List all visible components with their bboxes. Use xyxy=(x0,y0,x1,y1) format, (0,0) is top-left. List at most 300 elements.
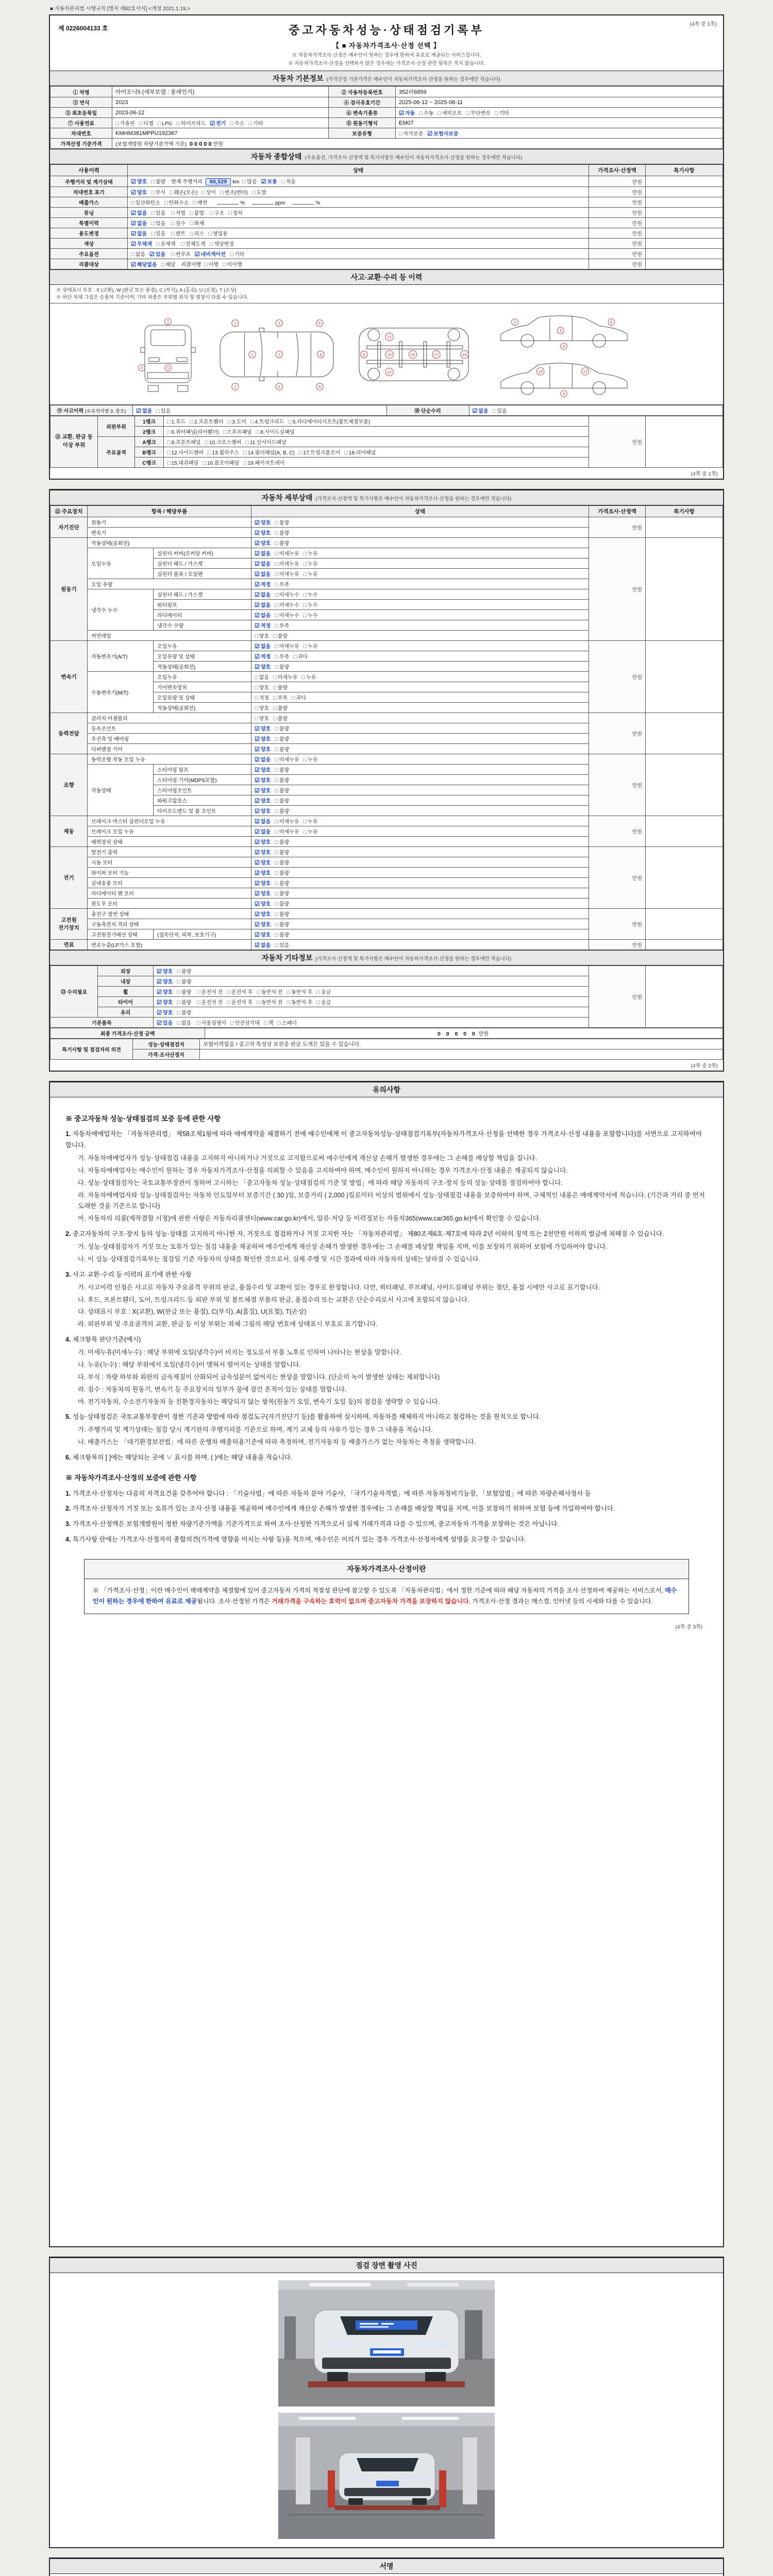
checkbox-option[interactable]: □ 장치 xyxy=(228,210,243,216)
checkbox-option[interactable]: □ 1.후드 xyxy=(167,418,186,425)
checkbox-option[interactable]: □ 없음 xyxy=(177,1020,192,1026)
device-cell: 고전원 전기장치 xyxy=(51,908,88,939)
detail-row xyxy=(51,517,723,527)
checkbox-option[interactable]: □ 운전석 후 xyxy=(227,989,253,995)
checkbox-option[interactable]: □ 있음 xyxy=(151,231,166,237)
checkbox-option[interactable]: □ 없음 xyxy=(255,674,269,681)
svg-text:6: 6 xyxy=(610,319,613,325)
checkbox-option[interactable]: □ 누유 xyxy=(303,756,318,763)
checkbox-option[interactable]: □ 전체도색 xyxy=(181,241,206,247)
checkbox-option[interactable]: ☑ 있음 xyxy=(149,251,166,258)
checkbox-option[interactable]: □ 누유 xyxy=(303,643,318,650)
device-cell: 제동 xyxy=(51,816,88,846)
part-cell: 오일유량 및 상태 xyxy=(154,651,251,661)
checkbox-option[interactable]: □ 수동 xyxy=(419,110,434,116)
checkbox-option[interactable]: □ 불량 xyxy=(177,978,192,985)
checkbox-option[interactable]: □ 있음 xyxy=(156,408,171,414)
checkbox-option[interactable]: ☑ 없음 xyxy=(255,602,271,608)
checkbox-icon: □ xyxy=(203,460,206,466)
checkbox-option[interactable]: ☑ 적정 xyxy=(255,581,271,588)
notice-subitem: 나. 후드, 프론트휀더, 도어, 트렁크리드 등 외판 부위 및 볼트체결 부품의 판금, 용접수리 또는 교환은 단순수리로서 사고에 포함되지 않습니다. xyxy=(78,1296,469,1303)
checkbox-option[interactable]: □ 적음 xyxy=(281,179,296,185)
checkbox-option[interactable]: □ 변조(변타) xyxy=(220,190,248,196)
checkbox-option[interactable]: ☑ 양호 xyxy=(255,808,271,815)
checkbox-option[interactable]: □ 응급 xyxy=(316,989,331,995)
checkbox-option[interactable]: □ 불량 xyxy=(275,519,290,526)
checkbox-option[interactable]: □ 자가보증 xyxy=(399,131,424,137)
checkbox-option[interactable]: □ 리스 xyxy=(190,231,205,237)
checkbox-option[interactable]: □ 동반석 전 xyxy=(257,989,283,995)
checkbox-option[interactable]: □ 과다 xyxy=(293,653,308,660)
checkbox-icon: □ xyxy=(399,131,402,137)
checkbox-option[interactable]: □ 불량 xyxy=(275,787,290,794)
checkbox-icon: □ xyxy=(242,179,246,185)
rank-parts-cell xyxy=(164,416,589,426)
checkbox-option[interactable]: ☑ 양호 xyxy=(255,736,271,742)
checkbox-icon: □ xyxy=(201,190,205,196)
checkbox-option[interactable]: □ 양호 xyxy=(255,705,269,711)
checkbox-icon: □ xyxy=(275,921,278,928)
checkbox-option[interactable]: □ LPG xyxy=(157,121,173,127)
checkbox-option[interactable]: □ 불량 xyxy=(177,999,192,1006)
checkbox-option[interactable]: ☑ 양호 xyxy=(255,849,271,856)
checkbox-option[interactable]: □ 매연 xyxy=(193,200,208,206)
checkbox-option[interactable]: □ 15.대쉬패널 xyxy=(167,460,199,466)
overall-header-row: 사용이력 상태 가격조사·산정액 특기사항 xyxy=(51,165,723,176)
checkbox-option[interactable]: □ 14.필러패널(A, B, C) xyxy=(243,449,295,456)
checkbox-option[interactable]: □ 동반석 후 xyxy=(287,989,313,995)
checkbox-icon: □ xyxy=(344,449,348,456)
checkbox-option[interactable]: □ 과다 xyxy=(291,694,306,701)
checkbox-option[interactable]: □ 운전석 전 xyxy=(197,989,223,995)
checkbox-option[interactable]: □ 동반석 후 xyxy=(287,999,313,1006)
checkbox-option[interactable]: ☑ 양호 xyxy=(255,530,271,536)
state-cell xyxy=(251,640,589,651)
item-cell: 브레이크 마스터 실린더오일 누유 xyxy=(88,816,251,826)
checkbox-option[interactable]: □ 불량 xyxy=(275,767,290,773)
transmission-checkbox-group xyxy=(396,108,723,118)
checkbox-option[interactable]: ☑ 없음 xyxy=(255,612,271,619)
checkbox-option[interactable]: ☑ 네비게이션 xyxy=(194,251,226,258)
item-cell: 브레이크 오일 누유 xyxy=(88,826,251,836)
checkbox-option[interactable]: ☑ 양호 xyxy=(157,968,173,975)
state-cell xyxy=(251,671,589,682)
checkbox-option[interactable]: □ 부식 xyxy=(151,190,166,196)
checkbox-option[interactable]: □ 미세누유 xyxy=(273,674,298,681)
checkbox-option[interactable]: □ 동반석 전 xyxy=(257,999,283,1006)
checkbox-icon: □ xyxy=(291,694,295,701)
checkbox-option[interactable]: □ 7.루프패널 xyxy=(223,429,252,435)
checkbox-option[interactable]: □ 응급 xyxy=(316,999,331,1006)
checkbox-option[interactable]: ☑ 무채색 xyxy=(131,241,152,247)
item-cell: 원동기 xyxy=(88,517,251,527)
notice-subitem: 라. 자동차매매업자와 성능·상태점검자는 자동차 인도일부터 보증기간 ( 30 )일, 보증거리 ( 2,000 )킬로미터 이상의 범위에서 성능·상태점검 내용을 보증하여야 하며, 구체적인 내용은 매매계약서에 적습니다. (기간과 거리 중 먼저 도래한 것을 기준으로 합니다) xyxy=(78,1191,705,1210)
checkbox-option[interactable]: □ 화재 xyxy=(190,221,205,227)
checkbox-icon: □ xyxy=(171,231,175,237)
checkbox-icon: □ xyxy=(227,989,230,995)
checkbox-option[interactable]: □ 일산화탄소 xyxy=(131,200,160,206)
checkbox-option[interactable]: □ 많음 xyxy=(242,179,257,185)
checkbox-option[interactable]: □ 불량 xyxy=(275,664,290,670)
detail-row xyxy=(51,908,723,919)
checkbox-option[interactable]: ☑ 양호 xyxy=(255,870,271,876)
part-cell: 기어변속장치 xyxy=(154,682,251,692)
checkbox-option[interactable]: ☑ 없음 xyxy=(255,756,271,763)
checkbox-option[interactable]: □ 디젤 xyxy=(139,121,154,127)
checkbox-option[interactable]: □ 18.리어패널 xyxy=(344,449,376,456)
checkbox-option[interactable]: ☑ 보통 xyxy=(261,179,277,185)
checkbox-option[interactable]: ☑ 양호 xyxy=(255,664,271,670)
checkbox-option[interactable]: □ 미세누유 xyxy=(275,828,299,835)
checkbox-option[interactable]: □ 불법 xyxy=(190,210,205,216)
checkbox-icon: □ xyxy=(257,999,260,1006)
checkbox-option[interactable]: □ 미세누유 xyxy=(275,756,299,763)
notice-subitem: 다. 상태표시 부호 : X(교환), W(판금 또는 용접), C(부식), A(흠집), U(요철), T(손상) xyxy=(78,1308,307,1316)
detail-note-cell xyxy=(646,816,723,846)
checkbox-option[interactable]: □ 5.라디에이터서포트(볼트체결부품) xyxy=(288,418,371,425)
checkbox-option[interactable]: ☑ 양호 xyxy=(255,931,271,938)
checkbox-option[interactable]: □ 미세누수 xyxy=(275,612,299,619)
checkbox-option[interactable]: □ 양호 xyxy=(255,684,269,691)
checkbox-icon: □ xyxy=(264,1020,267,1026)
notice-subitem: 라. 외판부위 및 주요골격의 교환, 판금 등 이상 부위는 차체 그림의 해당 번호에 상태표시 부호로 표기합니다. xyxy=(78,1320,378,1328)
checkbox-icon: □ xyxy=(273,633,277,639)
detail-note-cell xyxy=(646,939,723,950)
checkbox-option[interactable]: ☑ 양호 xyxy=(157,978,173,985)
checkbox-option[interactable]: □ 불량 xyxy=(275,890,290,897)
checkbox-option[interactable]: □ 불량 xyxy=(275,870,290,876)
notice-subheading: ※ 자동차가격조사·산정의 보증에 관한 사항 xyxy=(65,1473,197,1482)
checkbox-option[interactable]: □ 불량 xyxy=(273,715,288,722)
checkbox-option[interactable]: □ 기타 xyxy=(229,251,244,258)
detail-price-cell: 만원 xyxy=(589,908,646,939)
basics-items-checkbox-group xyxy=(197,1020,301,1026)
checkbox-icon: □ xyxy=(190,231,193,237)
checkbox-icon: □ xyxy=(256,429,260,435)
checkbox-icon: □ xyxy=(177,999,180,1006)
rank-category-cell: 주요골격 xyxy=(98,436,135,467)
checkbox-option[interactable]: □ 누유 xyxy=(303,561,318,567)
svg-text:17: 17 xyxy=(434,352,439,357)
state-cell xyxy=(251,743,589,754)
checkbox-option[interactable]: ☑ 양호 xyxy=(131,179,147,185)
checkbox-option[interactable]: □ 누수 xyxy=(303,591,318,598)
checkbox-option[interactable]: □ 불량 xyxy=(177,1009,192,1016)
checkbox-option[interactable]: □ 안전삼각대 xyxy=(230,1020,260,1026)
inspector-opinion-text: 보험이력없음 / 중고차 특성상 보관중 판금 도색은 있을 수 있습니다. xyxy=(200,1039,723,1049)
pricing-definition-box xyxy=(84,1559,689,1614)
checkbox-option[interactable]: □ 불량 xyxy=(275,901,290,907)
checkbox-option[interactable]: □ 없음 xyxy=(131,251,145,258)
checkbox-option[interactable]: ☑ 없음 xyxy=(255,591,271,598)
checkbox-option[interactable]: □ 있음 xyxy=(492,408,507,414)
state-cell xyxy=(251,805,589,816)
basics-checkbox-group xyxy=(157,1020,195,1026)
checkbox-option[interactable]: ☑ 양호 xyxy=(255,890,271,897)
checkbox-option[interactable]: ☑ 자동 xyxy=(399,110,415,116)
checkbox-option[interactable]: □ 16.플로어패널 xyxy=(203,460,240,466)
checkbox-option[interactable]: □ 기타 xyxy=(494,110,509,116)
checkbox-option[interactable]: ☑ 양호 xyxy=(255,540,271,547)
checkbox-option[interactable]: ☑ 양호 xyxy=(255,921,271,928)
misc-row-glass: 유리 ☑ 양호 □ 불량 xyxy=(51,1007,723,1017)
recall-checkbox-group xyxy=(131,262,180,268)
wheel-checkbox-group xyxy=(157,989,195,995)
checkbox-option[interactable]: □ 양호 xyxy=(255,715,269,722)
checkbox-option[interactable]: □ 9.프론트패널 xyxy=(167,439,201,446)
checkbox-option[interactable]: □ 미세누유 xyxy=(275,571,299,578)
checkbox-option[interactable]: □ 침수 xyxy=(171,221,186,227)
checkbox-option[interactable]: □ 적정 xyxy=(255,694,269,701)
header-note-1: ※ 자동차가격조사·산정은 매수인이 원하는 경우에 한하여 유료로 제공되는 서비스입니다. xyxy=(292,53,481,58)
checkbox-option[interactable]: □ 미세누유 xyxy=(275,643,299,650)
detail-price-cell: 만원 xyxy=(589,517,646,537)
checkbox-option[interactable]: □ 19.패키지트레이 xyxy=(243,460,285,466)
checkbox-option[interactable]: ☑ 보험사보증 xyxy=(427,131,459,137)
checkbox-option[interactable]: □ 하이브리드 xyxy=(176,121,206,127)
checkbox-option[interactable]: □ 있음 xyxy=(275,942,290,948)
checkbox-option[interactable]: ☑ 전기 xyxy=(210,121,226,127)
checkbox-option[interactable]: □ 상이 xyxy=(201,190,216,196)
svg-text:13: 13 xyxy=(583,368,587,374)
checkbox-option[interactable]: □ 11.인사이드패널 xyxy=(245,439,287,446)
checkbox-option[interactable]: □ 13.휠하우스 xyxy=(207,449,240,456)
checkbox-option[interactable]: □ 있음 xyxy=(151,221,166,227)
checkbox-option[interactable]: ☑ 양호 xyxy=(255,901,271,907)
state-cell xyxy=(251,846,589,857)
checkbox-option[interactable]: □ 미세누수 xyxy=(275,602,299,608)
checkbox-option[interactable]: □ 부족 xyxy=(275,622,290,629)
state-cell xyxy=(251,929,589,939)
checkbox-option[interactable]: □ 불량 xyxy=(275,798,290,804)
checkbox-icon: □ xyxy=(227,999,230,1006)
part-cell: (접속단자, 피복, 보호기구) xyxy=(154,929,251,939)
checkbox-option[interactable]: ☑ 없음 xyxy=(255,561,271,567)
checkbox-option[interactable]: □ 미세누유 xyxy=(275,818,299,825)
checkbox-option[interactable]: □ 색상변경 xyxy=(209,241,234,247)
checkbox-option[interactable]: □ 기타 xyxy=(248,121,263,127)
checkbox-icon: □ xyxy=(177,989,180,995)
checkbox-option[interactable]: □ 불량 xyxy=(275,859,290,866)
car-name-value: 아이오닉5 (세부모델 : 롱레인지) xyxy=(112,87,329,97)
checkbox-option[interactable]: ☑ 없음 xyxy=(131,221,147,227)
checkbox-option[interactable]: □ 스패너 xyxy=(277,1020,297,1026)
checkbox-option[interactable]: ☑ 적정 xyxy=(255,653,271,660)
checkbox-option[interactable]: □ 운전석 전 xyxy=(197,999,223,1006)
checkbox-option[interactable]: □ 훼손(오손) xyxy=(170,190,198,196)
state-cell xyxy=(251,537,589,548)
checkbox-option[interactable]: □ 영업용 xyxy=(208,231,228,237)
checkbox-option[interactable]: □ 부족 xyxy=(275,581,290,588)
checkbox-option[interactable]: □ 8.사이드실패널 xyxy=(256,429,295,435)
checkbox-option[interactable]: □ 해당 xyxy=(161,262,176,268)
checkbox-option[interactable]: □ 불량 xyxy=(275,725,290,732)
checkbox-option[interactable]: □ 미세누수 xyxy=(275,591,299,598)
item-cell: 작동상태(공회전) xyxy=(88,537,251,548)
checkbox-icon: ☑ xyxy=(255,591,260,598)
checkbox-option[interactable]: □ 사용설명서 xyxy=(197,1020,227,1026)
checkbox-option[interactable]: □ 불량 xyxy=(151,179,166,185)
checkbox-option[interactable]: ☑ 양호 xyxy=(255,880,271,887)
header-note-2: ※ 자동차가격조사·산정을 선택하지 않은 경우에는 가격조사·산정 관련 항목은 적지 않습니다. xyxy=(288,61,485,66)
checkbox-option[interactable]: ☑ 양호 xyxy=(255,725,271,732)
checkbox-icon: ☑ xyxy=(255,602,260,608)
state-cell xyxy=(251,548,589,558)
checkbox-option[interactable]: □ 12.사이드멤버 xyxy=(167,449,204,456)
checkbox-option[interactable]: □ 4.트렁크리드 xyxy=(250,418,284,425)
item-cell: 오일 유량 xyxy=(88,579,251,589)
part-cell: 실린더 헤드 / 가스켓 xyxy=(154,558,251,568)
checkbox-option[interactable]: □ 세미오토 xyxy=(438,110,462,116)
checkbox-option[interactable]: □ 운전석 후 xyxy=(227,999,253,1006)
checkbox-option[interactable]: ☑ 양호 xyxy=(157,1009,173,1016)
checkbox-option[interactable]: □ 불량 xyxy=(275,911,290,918)
checkbox-option[interactable]: ☑ 양호 xyxy=(255,911,271,918)
checkbox-option[interactable]: ☑ 양호 xyxy=(255,787,271,794)
checkbox-option[interactable]: □ 미세누유 xyxy=(275,561,299,567)
checkbox-icon: □ xyxy=(303,550,307,557)
checkbox-option[interactable]: □ 미이행 xyxy=(222,262,242,268)
checkbox-icon: □ xyxy=(197,1020,200,1026)
checkbox-option[interactable]: □ 불량 xyxy=(275,808,290,815)
checkbox-option[interactable]: ☑ 양호 xyxy=(255,839,271,845)
checkbox-option[interactable]: □ 3.도어 xyxy=(227,418,246,425)
checkbox-option[interactable]: □ 불량 xyxy=(177,968,192,975)
checkbox-option[interactable]: □ 누유 xyxy=(301,674,316,681)
checkbox-option[interactable]: ☑ 없음 xyxy=(136,408,153,414)
checkbox-option[interactable]: □ 2.프론트휀더 xyxy=(190,418,224,425)
checkbox-option[interactable]: □ 양호 xyxy=(255,633,269,639)
checkbox-icon: □ xyxy=(255,694,258,701)
checkbox-option[interactable]: ☑ 적정 xyxy=(255,622,271,629)
checkbox-option[interactable]: □ 썬루프 xyxy=(171,251,191,258)
checkbox-option[interactable]: □ 불량 xyxy=(273,684,288,691)
checkbox-option[interactable]: □ 불량 xyxy=(275,931,290,938)
checkbox-option[interactable]: □ 불량 xyxy=(275,746,290,753)
checkbox-option[interactable]: □ 렌트 xyxy=(171,231,186,237)
checkbox-option[interactable]: ☑ 양호 xyxy=(255,519,271,526)
detail-row xyxy=(51,754,723,764)
checkbox-icon: □ xyxy=(167,460,171,466)
checkbox-option[interactable]: □ 불량 xyxy=(177,989,192,995)
checkbox-option[interactable]: □ 잭 xyxy=(264,1020,274,1026)
checkbox-icon: □ xyxy=(151,231,155,237)
checkbox-icon: ☑ xyxy=(255,756,260,763)
checkbox-option[interactable]: □ 불량 xyxy=(275,777,290,784)
checkbox-icon: ☑ xyxy=(255,870,260,876)
checkbox-option[interactable]: □ 불량 xyxy=(275,736,290,742)
final-price-row: 최종 가격조사·산정 금액 0 0 0 0 0 만원 xyxy=(51,1028,723,1038)
document-number: 제 0226004133 호 xyxy=(58,25,108,32)
car-diagram-side-right xyxy=(486,355,641,400)
checkbox-option[interactable]: □ 부족 xyxy=(275,653,290,660)
checkbox-option[interactable]: □ 누유 xyxy=(303,818,318,825)
checkbox-option[interactable]: □ 무단변속 xyxy=(466,110,491,116)
checkbox-option[interactable]: □ 불량 xyxy=(275,921,290,928)
checkbox-option[interactable]: ☑ 없음 xyxy=(255,571,271,578)
checkbox-option[interactable]: ☑ 양호 xyxy=(255,859,271,866)
checkbox-option[interactable]: ☑ 양호 xyxy=(255,767,271,773)
checkbox-option[interactable]: □ 불량 xyxy=(275,839,290,845)
checkbox-option[interactable]: □ 불량 xyxy=(275,849,290,856)
checkbox-option[interactable]: □ 불량 xyxy=(273,633,288,639)
checkbox-option[interactable]: □ 유채색 xyxy=(156,241,176,247)
checkbox-option[interactable]: □ 불량 xyxy=(275,880,290,887)
checkbox-option[interactable]: □ 적법 xyxy=(171,210,186,216)
checkbox-icon: □ xyxy=(273,674,277,681)
checkbox-option[interactable]: ☑ 해당없음 xyxy=(131,262,157,268)
checkbox-option[interactable]: ☑ 없음 xyxy=(255,818,271,825)
checkbox-option[interactable]: □ 17.트렁크플로어 xyxy=(298,449,341,456)
checkbox-option[interactable]: ☑ 양호 xyxy=(255,777,271,784)
checkbox-option[interactable]: □ 도말 xyxy=(252,190,267,196)
special-type-checkbox-group xyxy=(171,221,208,227)
checkbox-option[interactable]: □ 누유 xyxy=(303,550,318,557)
checkbox-icon: □ xyxy=(222,262,226,268)
checkbox-option[interactable]: □ 6.쿼터패널(리어휀더) xyxy=(167,429,219,435)
checkbox-option[interactable]: □ 미세누유 xyxy=(275,550,299,557)
checkbox-icon: □ xyxy=(492,408,496,414)
checkbox-option[interactable]: ☑ 양호 xyxy=(157,999,173,1006)
checkbox-option[interactable]: □ 누수 xyxy=(303,602,318,608)
rank-name-cell: 2랭크 xyxy=(135,426,164,436)
detail-price-cell: 만원 xyxy=(589,537,646,640)
checkbox-option[interactable]: ☑ 있음 xyxy=(157,1020,173,1026)
checkbox-option[interactable]: ☑ 양호 xyxy=(131,190,147,196)
checkbox-icon: □ xyxy=(167,439,171,446)
checkbox-option[interactable]: ☑ 없음 xyxy=(255,550,271,557)
base-price-value: (보험개발원 차량기준가액 기준) 0 0 0 0 0 만원 xyxy=(112,139,723,149)
final-price-table xyxy=(50,1028,723,1039)
checkbox-option[interactable]: ☑ 양호 xyxy=(157,989,173,995)
checkbox-option[interactable]: ☑ 없음 xyxy=(472,408,489,414)
page-mark-3: (4쪽 중 3쪽) xyxy=(675,1624,702,1630)
checkbox-option[interactable]: ☑ 없음 xyxy=(255,942,271,948)
state-cell xyxy=(251,702,589,713)
checkbox-option[interactable]: ☑ 없음 xyxy=(131,231,147,237)
checkbox-option[interactable]: ☑ 양호 xyxy=(255,746,271,753)
rank-parts-cell xyxy=(164,447,589,457)
detail-note-cell xyxy=(646,908,723,939)
checkbox-option[interactable]: □ 누유 xyxy=(303,828,318,835)
checkbox-option[interactable]: □ 부족 xyxy=(273,694,288,701)
pricing-text-segment: 매수인이 원하는 경우에 한하여 유료로 제공 xyxy=(93,1586,677,1605)
checkbox-option[interactable]: ☑ 없음 xyxy=(131,210,147,216)
checkbox-option[interactable]: □ 불량 xyxy=(275,530,290,536)
device-cell: 조향 xyxy=(51,754,88,816)
checkbox-option[interactable]: □ 있음 xyxy=(151,210,166,216)
checkbox-option[interactable]: □ 가솔린 xyxy=(115,121,135,127)
checkbox-option[interactable]: □ 누수 xyxy=(303,612,318,619)
checkbox-option[interactable]: □ 누유 xyxy=(303,571,318,578)
checkbox-option[interactable]: □ 구조 xyxy=(210,210,224,216)
checkbox-option[interactable]: ☑ 없음 xyxy=(255,828,271,835)
checkbox-option[interactable]: ☑ 양호 xyxy=(255,798,271,804)
checkbox-option[interactable]: □ 불량 xyxy=(275,540,290,547)
checkbox-option[interactable]: □ 수소 xyxy=(230,121,245,127)
checkbox-icon: □ xyxy=(275,931,278,938)
checkbox-option[interactable]: □ 10.크로스멤버 xyxy=(205,439,242,446)
checkbox-option[interactable]: □ 탄화수소 xyxy=(164,200,189,206)
checkbox-icon: □ xyxy=(275,767,278,773)
checkbox-option[interactable]: ☑ 없음 xyxy=(255,643,271,650)
checkbox-icon: ☑ xyxy=(255,767,260,773)
checkbox-icon: □ xyxy=(156,241,160,247)
checkbox-option[interactable]: □ 이행 xyxy=(204,262,219,268)
checkbox-icon: □ xyxy=(255,674,258,681)
checkbox-icon: ☑ xyxy=(255,880,260,887)
checkbox-option[interactable]: □ 불량 xyxy=(273,705,288,711)
